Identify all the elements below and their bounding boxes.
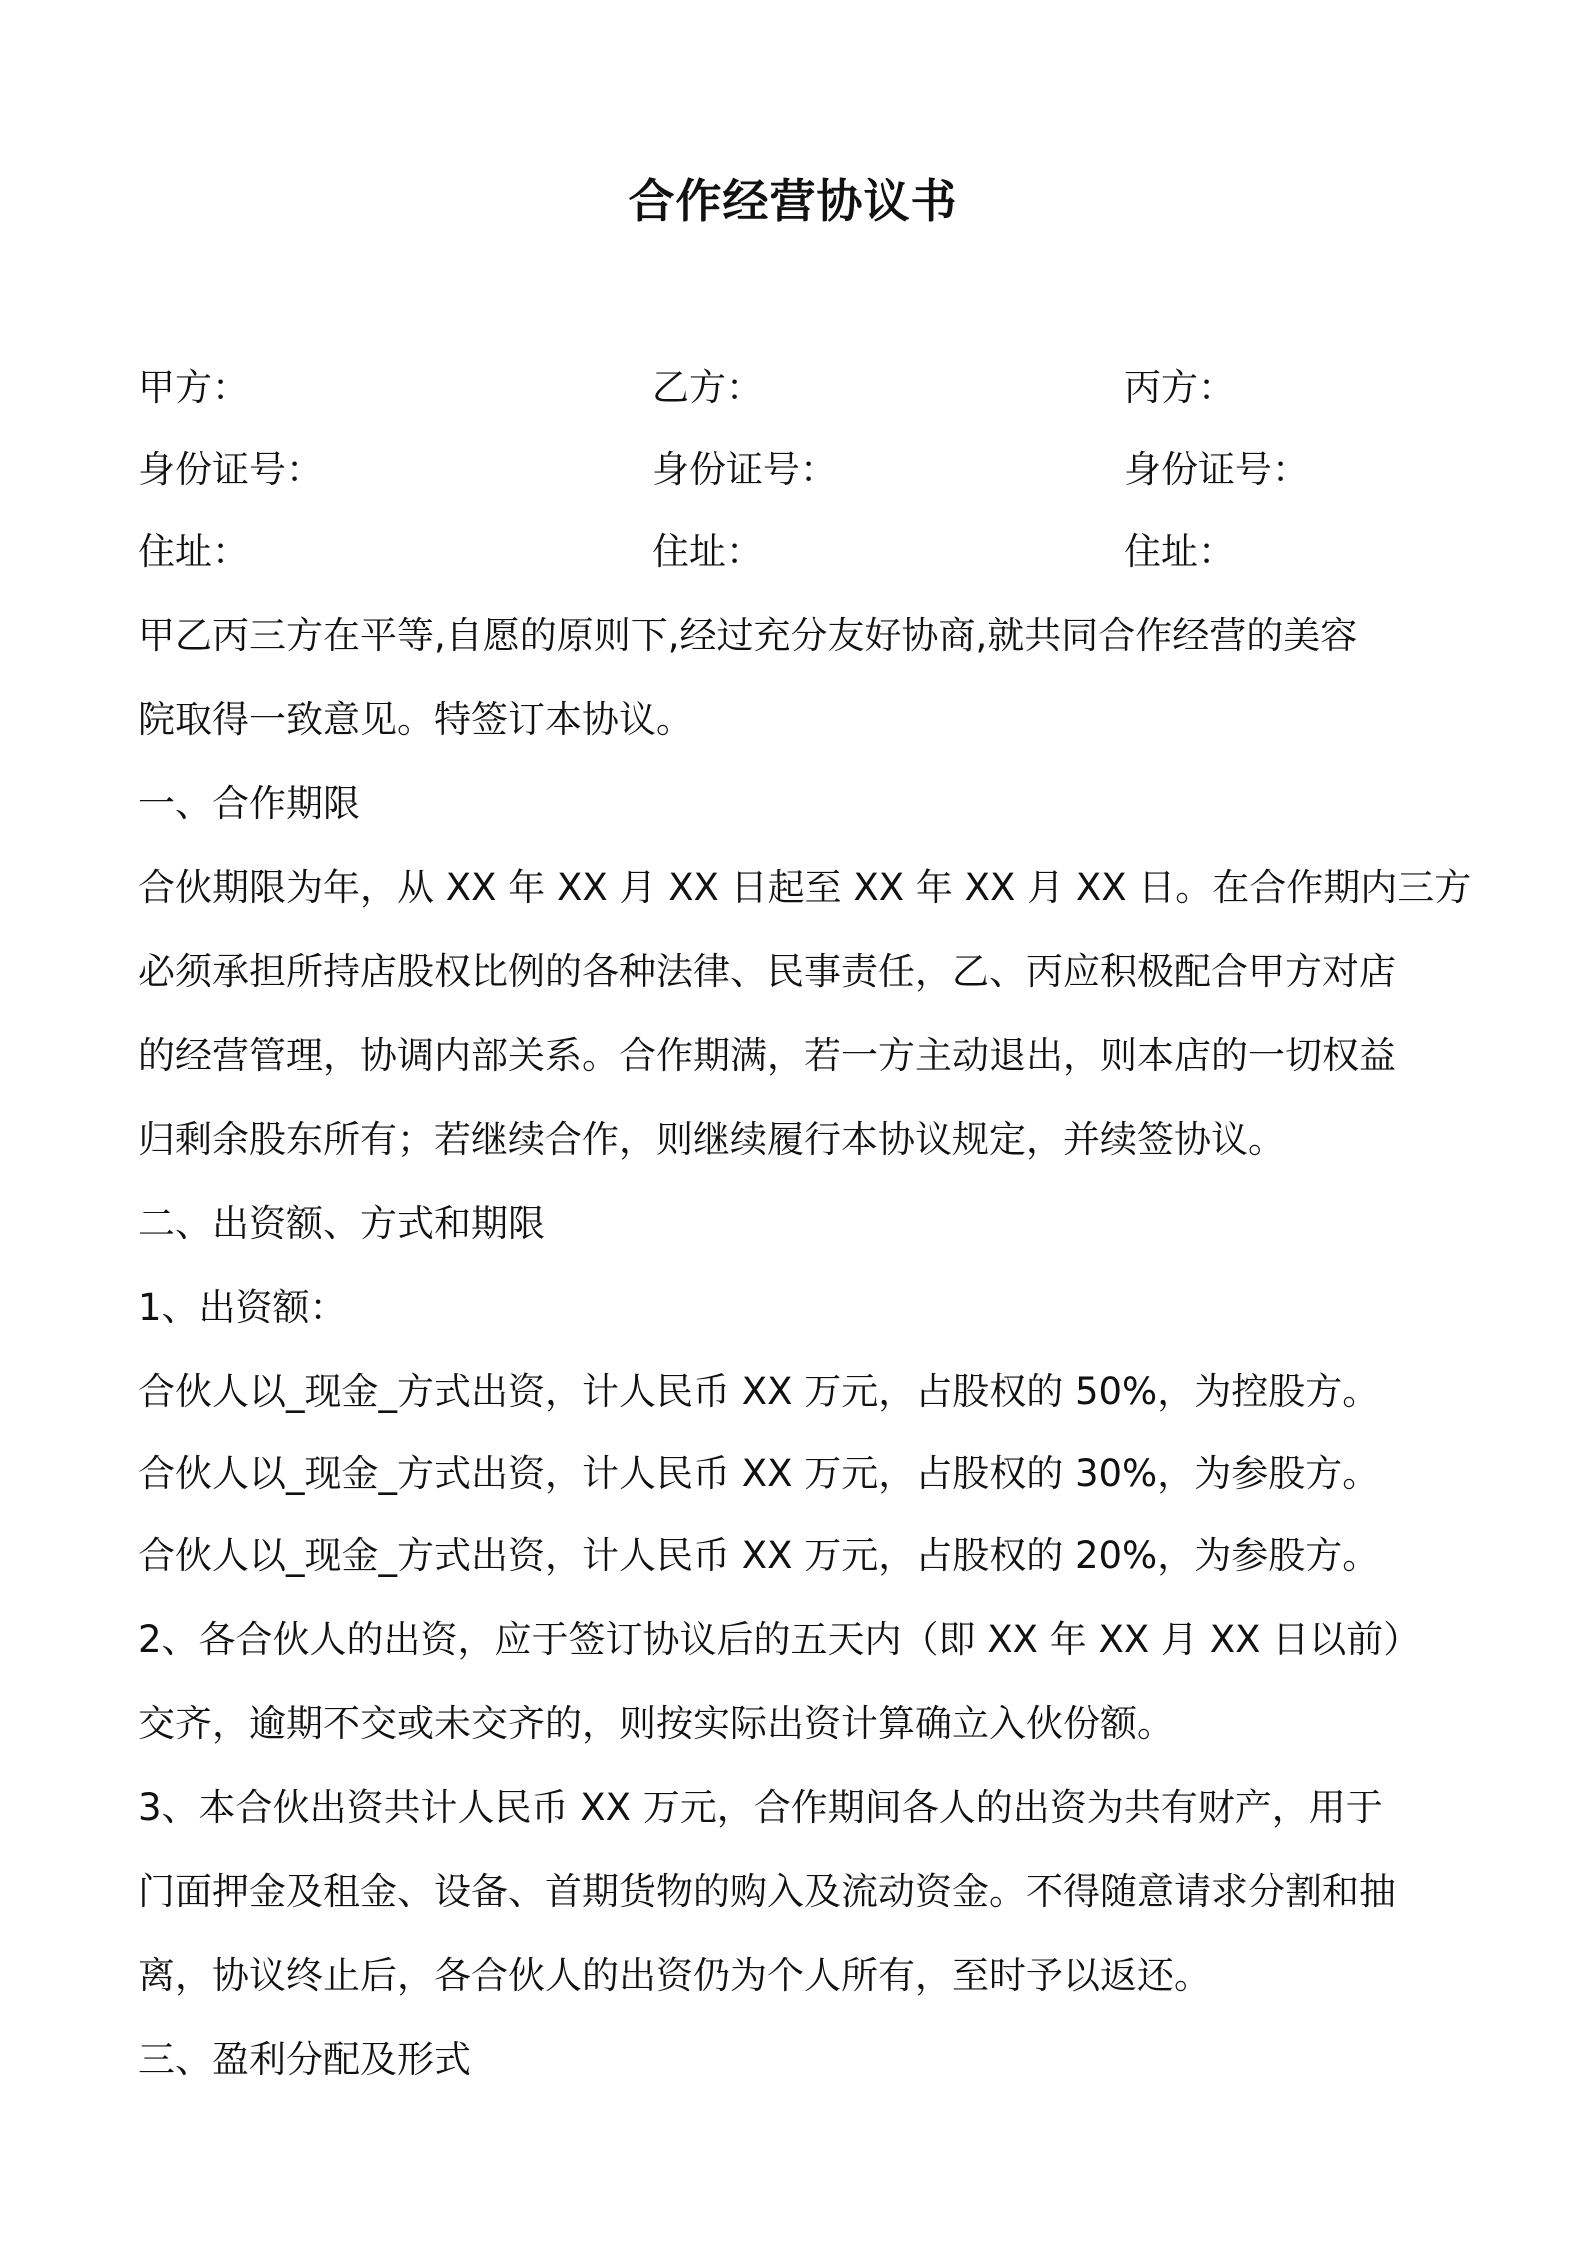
section2-heading: 二、出资额、方式和期限 <box>138 1202 545 1245</box>
section3-heading: 三、盈利分配及形式 <box>138 2038 471 2081</box>
party-c-label: 丙方： <box>1124 366 1235 409</box>
party-a-address-label: 住址： <box>138 530 249 573</box>
intro-line-2: 院取得一致意见。特签订本协议。 <box>138 698 693 741</box>
contribution-line-2: 合伙人以_现金_方式出资，计人民币 XX 万元，占股权的 30%，为参股方。 <box>138 1452 1380 1495</box>
party-a-id-label: 身份证号： <box>138 448 323 491</box>
contribution-line-3: 合伙人以_现金_方式出资，计人民币 XX 万元，占股权的 20%，为参股方。 <box>138 1534 1380 1577</box>
section2-item3-line-3: 离，协议终止后，各合伙人的出资仍为个人所有，至时予以返还。 <box>138 1954 1211 1997</box>
section1-line-1: 合伙期限为年，从 XX 年 XX 月 XX 日起至 XX 年 XX 月 XX 日。在合作期内三方 <box>138 866 1472 909</box>
section2-subheading-contribution: 1、出资额： <box>138 1286 347 1329</box>
party-c-address-label: 住址： <box>1124 530 1235 573</box>
section2-item2-line-2: 交齐，逾期不交或未交齐的，则按实际出资计算确立入伙份额。 <box>138 1702 1174 1745</box>
section1-line-2: 必须承担所持店股权比例的各种法律、民事责任，乙、丙应积极配合甲方对店 <box>138 950 1396 993</box>
party-b-address-label: 住址： <box>652 530 763 573</box>
section2-item3-line-2: 门面押金及租金、设备、首期货物的购入及流动资金。不得随意请求分割和抽 <box>138 1870 1396 1913</box>
section1-line-3: 的经营管理，协调内部关系。合作期满，若一方主动退出，则本店的一切权益 <box>138 1034 1396 1077</box>
party-a-label: 甲方： <box>138 366 249 409</box>
party-b-id-label: 身份证号： <box>652 448 837 491</box>
section2-item2-line-1: 2、各合伙人的出资，应于签订协议后的五天内（即 XX 年 XX 月 XX 日以前） <box>138 1618 1421 1661</box>
party-b-label: 乙方： <box>652 366 763 409</box>
party-c-id-label: 身份证号： <box>1124 448 1309 491</box>
section1-heading: 一、合作期限 <box>138 782 360 825</box>
section1-line-4: 归剩余股东所有；若继续合作，则继续履行本协议规定，并续签协议。 <box>138 1118 1285 1161</box>
document-title: 合作经营协议书 <box>628 174 958 228</box>
contribution-line-1: 合伙人以_现金_方式出资，计人民币 XX 万元，占股权的 50%，为控股方。 <box>138 1370 1380 1413</box>
section2-item3-line-1: 3、本合伙出资共计人民币 XX 万元，合作期间各人的出资为共有财产，用于 <box>138 1786 1383 1829</box>
intro-line-1: 甲乙丙三方在平等,自愿的原则下,经过充分友好协商,就共同合作经营的美容 <box>138 614 1358 657</box>
